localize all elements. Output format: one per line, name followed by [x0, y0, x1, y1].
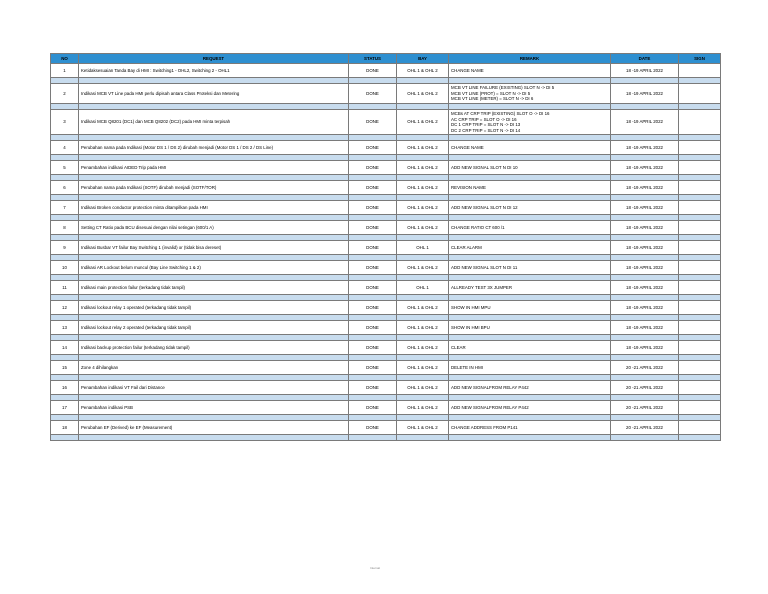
remark-line: ADD NEW SIGNAL SLOT N DI 11: [451, 264, 518, 270]
row-sign: [679, 181, 721, 195]
row-bay: OHL 1 & OHL 2: [397, 161, 449, 175]
row-status: DONE: [349, 421, 397, 435]
remark-line: CLEAR ALARM: [451, 244, 482, 250]
row-no: 1: [51, 64, 79, 78]
row-remark: [449, 241, 611, 255]
row-remark: [449, 110, 611, 135]
row-request: Ketidaksesuaian Tanda Bay di HMI : Switching1 - OHL2, Switching 2 - OHL1: [79, 64, 349, 78]
row-sign: [679, 221, 721, 235]
remark-line: CHANGE NAME: [451, 144, 484, 150]
row-request: Perubahan nama pada Indikasi (Motor DS 1 / DS 2) dirubah menjadi (Motor DS 1 / DS 2 / DS Line): [79, 141, 349, 155]
row-request: Indikasi lockout relay 1 operated (terkadang tidak tampil): [79, 301, 349, 315]
row-remark: [449, 341, 611, 355]
spacer-cell: [51, 435, 79, 441]
row-remark: [449, 261, 611, 275]
row-request: Indikasi AR Lockout belum muncul (Bay Line Switching 1 & 2): [79, 261, 349, 275]
row-bay: OHL 1 & OHL 2: [397, 361, 449, 375]
remark-line: CLEAR: [451, 344, 466, 350]
row-request: Indikasi MCB Q8201 (DC1) dan MCB Q8202 (DC2) pada HMI minta terpisah: [79, 110, 349, 135]
row-remark: [449, 161, 611, 175]
row-status: DONE: [349, 201, 397, 215]
row-request: Indikasi main protection failur (terkadang tidak tampil): [79, 281, 349, 295]
row-sign: [679, 401, 721, 415]
row-date: 18 -19 APRIL 2022: [611, 141, 679, 155]
table-row: [51, 141, 721, 155]
spacer-cell: [449, 435, 611, 441]
remark-line: DC 2 CRP TRIP = SLOT N -> DI 14: [451, 127, 521, 133]
table-row: [51, 84, 721, 104]
row-request: Perubahan EF (Derived) ke EF (Measurement): [79, 421, 349, 435]
row-date: 18 -19 APRIL 2022: [611, 261, 679, 275]
row-request: Indikasi Busbar VT failur Bay Switching 1 (invalid) or (tidak bisa dereset): [79, 241, 349, 255]
row-date: 18 -19 APRIL 2022: [611, 301, 679, 315]
row-bay: OHL 1 & OHL 2: [397, 401, 449, 415]
remark-line: AC CRP TRIP = SLOT O -> DI 16: [451, 116, 517, 122]
remark-line: DELETE IN HMI: [451, 364, 483, 370]
row-bay: OHL 1 & OHL 2: [397, 64, 449, 78]
row-status: DONE: [349, 341, 397, 355]
table-row: [51, 281, 721, 295]
table-row: [51, 321, 721, 335]
row-sign: [679, 301, 721, 315]
row-date: 20 -21 APRIL 2022: [611, 401, 679, 415]
row-date: 18 -19 APRIL 2022: [611, 321, 679, 335]
row-bay: OHL 1: [397, 241, 449, 255]
table-row: [51, 110, 721, 135]
spacer-cell: [349, 435, 397, 441]
table-row: [51, 381, 721, 395]
row-date: 20 -21 APRIL 2022: [611, 421, 679, 435]
row-date: 18 -19 APRIL 2022: [611, 341, 679, 355]
row-status: DONE: [349, 141, 397, 155]
table-row: [51, 201, 721, 215]
remark-line: SHOW IN HMI BPU: [451, 324, 490, 330]
remark-line: CHANGE ADDRESS FROM P141: [451, 424, 518, 430]
row-date: 18 -19 APRIL 2022: [611, 281, 679, 295]
row-remark: [449, 181, 611, 195]
row-date: 18 -19 APRIL 2022: [611, 161, 679, 175]
row-bay: OHL 1 & OHL 2: [397, 181, 449, 195]
table-row: [51, 301, 721, 315]
row-sign: [679, 110, 721, 135]
row-request: Penambahan indikasi PSB: [79, 401, 349, 415]
header-request: REQUEST: [79, 54, 349, 64]
remark-line: MCB VT LINE FAILURE (EXISTING) SLOT N -> DI 5: [451, 85, 555, 91]
remark-line: ALLREADY TEST 3X JUMPER: [451, 284, 513, 290]
row-request: Indikasi lockout relay 2 operated (terkadang tidak tampil): [79, 321, 349, 335]
row-sign: [679, 361, 721, 375]
row-sign: [679, 421, 721, 435]
row-status: DONE: [349, 281, 397, 295]
row-remark: [449, 361, 611, 375]
remark-line: CHANGE RATIO CT 600 /1: [451, 224, 505, 230]
row-bay: OHL 1 & OHL 2: [397, 341, 449, 355]
row-status: DONE: [349, 301, 397, 315]
row-status: DONE: [349, 401, 397, 415]
row-no: 13: [51, 321, 79, 335]
table-row: [51, 221, 721, 235]
request-table: [50, 53, 721, 441]
row-bay: OHL 1 & OHL 2: [397, 141, 449, 155]
row-request: Perubahan nama pada Indikasi (SOTF) dirubah menjadi (SOTF/TOR): [79, 181, 349, 195]
row-bay: OHL 1 & OHL 2: [397, 301, 449, 315]
row-no: 14: [51, 341, 79, 355]
row-status: DONE: [349, 241, 397, 255]
row-no: 18: [51, 421, 79, 435]
row-sign: [679, 64, 721, 78]
row-remark: [449, 281, 611, 295]
row-status: DONE: [349, 381, 397, 395]
row-date: 18 -19 APRIL 2022: [611, 64, 679, 78]
header-bay: BAY: [397, 54, 449, 64]
row-request: Indikasi backup protection failur (terkadang tidak tampil): [79, 341, 349, 355]
row-no: 9: [51, 241, 79, 255]
row-no: 3: [51, 110, 79, 135]
spacer-cell: [679, 435, 721, 441]
row-remark: [449, 201, 611, 215]
table-row: [51, 64, 721, 78]
remark-line: MCBs AT CRP TRIP (EXISTING) SLOT O -> DI 16: [451, 111, 550, 116]
remark-line: CHANGE NAME: [451, 67, 484, 73]
row-date: 18 -19 APRIL 2022: [611, 110, 679, 135]
footer-label: Internal: [370, 566, 381, 570]
row-bay: OHL 1 & OHL 2: [397, 321, 449, 335]
remark-line: ADD NEW SIGNALFROM RELAY P442: [451, 384, 529, 390]
table-row: [51, 421, 721, 435]
row-date: 20 -21 APRIL 2022: [611, 381, 679, 395]
row-status: DONE: [349, 84, 397, 104]
row-bay: OHL 1 & OHL 2: [397, 201, 449, 215]
header-remark: REMARK: [449, 54, 611, 64]
row-status: DONE: [349, 321, 397, 335]
row-request: Setting CT Ratio pada BCU disesuai dengan nilai setingan (600/1 A): [79, 221, 349, 235]
row-sign: [679, 241, 721, 255]
row-status: DONE: [349, 261, 397, 275]
row-status: DONE: [349, 221, 397, 235]
row-status: DONE: [349, 64, 397, 78]
remark-line: MCB VT LINE (METER) = SLOT N -> DI 6: [451, 96, 534, 102]
row-remark: [449, 381, 611, 395]
row-remark: [449, 221, 611, 235]
row-request: Indikasi Broken conductor protection minta ditampilkan pada HMI: [79, 201, 349, 215]
row-no: 4: [51, 141, 79, 155]
row-sign: [679, 141, 721, 155]
row-sign: [679, 84, 721, 104]
table-row: [51, 161, 721, 175]
row-no: 17: [51, 401, 79, 415]
remark-line: ADD NEW SIGNAL SLOT N DI 12: [451, 204, 518, 210]
row-sign: [679, 381, 721, 395]
row-remark: [449, 421, 611, 435]
row-date: 20 -21 APRIL 2022: [611, 361, 679, 375]
row-sign: [679, 281, 721, 295]
table-row: [51, 361, 721, 375]
row-no: 15: [51, 361, 79, 375]
row-no: 2: [51, 84, 79, 104]
row-no: 6: [51, 181, 79, 195]
row-sign: [679, 321, 721, 335]
remark-line: MCB VT LINE (PROT) = SLOT N -> DI 5: [451, 90, 531, 96]
spacer-row: [51, 435, 721, 441]
row-remark: [449, 401, 611, 415]
header-sign: SIGN: [679, 54, 721, 64]
row-bay: OHL 1 & OHL 2: [397, 84, 449, 104]
row-no: 10: [51, 261, 79, 275]
row-date: 18 -19 APRIL 2022: [611, 221, 679, 235]
row-status: DONE: [349, 110, 397, 135]
row-request: Penambahan indikasi AIDED Trip pada HMI: [79, 161, 349, 175]
row-remark: [449, 301, 611, 315]
row-bay: OHL 1: [397, 281, 449, 295]
row-request: Penambahan indikasi VT Fail dari Distance: [79, 381, 349, 395]
table-body: [51, 64, 721, 441]
row-no: 7: [51, 201, 79, 215]
row-sign: [679, 161, 721, 175]
row-sign: [679, 341, 721, 355]
row-sign: [679, 201, 721, 215]
row-no: 16: [51, 381, 79, 395]
row-bay: OHL 1 & OHL 2: [397, 221, 449, 235]
row-no: 5: [51, 161, 79, 175]
spacer-cell: [397, 435, 449, 441]
row-bay: OHL 1 & OHL 2: [397, 110, 449, 135]
header-date: DATE: [611, 54, 679, 64]
row-status: DONE: [349, 161, 397, 175]
row-status: DONE: [349, 181, 397, 195]
table-row: [51, 341, 721, 355]
row-no: 11: [51, 281, 79, 295]
spacer-cell: [611, 435, 679, 441]
remark-line: SHOW IN HMI MPU: [451, 304, 491, 310]
table-row: [51, 241, 721, 255]
table-row: [51, 261, 721, 275]
remark-line: ADD NEW SIGNAL SLOT N DI 10: [451, 164, 518, 170]
row-date: 18 -19 APRIL 2022: [611, 84, 679, 104]
remark-line: DC 1 CRP TRIP = SLOT N -> DI 13: [451, 122, 521, 127]
row-date: 18 -19 APRIL 2022: [611, 201, 679, 215]
row-sign: [679, 261, 721, 275]
row-no: 12: [51, 301, 79, 315]
row-status: DONE: [349, 361, 397, 375]
row-date: 18 -19 APRIL 2022: [611, 241, 679, 255]
row-request: Zone 4 dihilangkan: [79, 361, 349, 375]
row-remark: [449, 321, 611, 335]
remark-line: REVISION NAME: [451, 184, 486, 190]
row-request: Indikasi MCB VT Line pada HMI perlu dipisah antara Class Proteksi dan Metering: [79, 84, 349, 104]
spacer-cell: [79, 435, 349, 441]
header-row: [51, 54, 721, 64]
row-remark: [449, 84, 611, 104]
row-bay: OHL 1 & OHL 2: [397, 261, 449, 275]
table-row: [51, 401, 721, 415]
row-bay: OHL 1 & OHL 2: [397, 421, 449, 435]
row-no: 8: [51, 221, 79, 235]
row-remark: [449, 141, 611, 155]
header-no: NO: [51, 54, 79, 64]
row-date: 18 -19 APRIL 2022: [611, 181, 679, 195]
row-bay: OHL 1 & OHL 2: [397, 381, 449, 395]
table-row: [51, 181, 721, 195]
remark-line: ADD NEW SIGNALFROM RELAY P442: [451, 404, 529, 410]
header-status: STATUS: [349, 54, 397, 64]
row-remark: [449, 64, 611, 78]
